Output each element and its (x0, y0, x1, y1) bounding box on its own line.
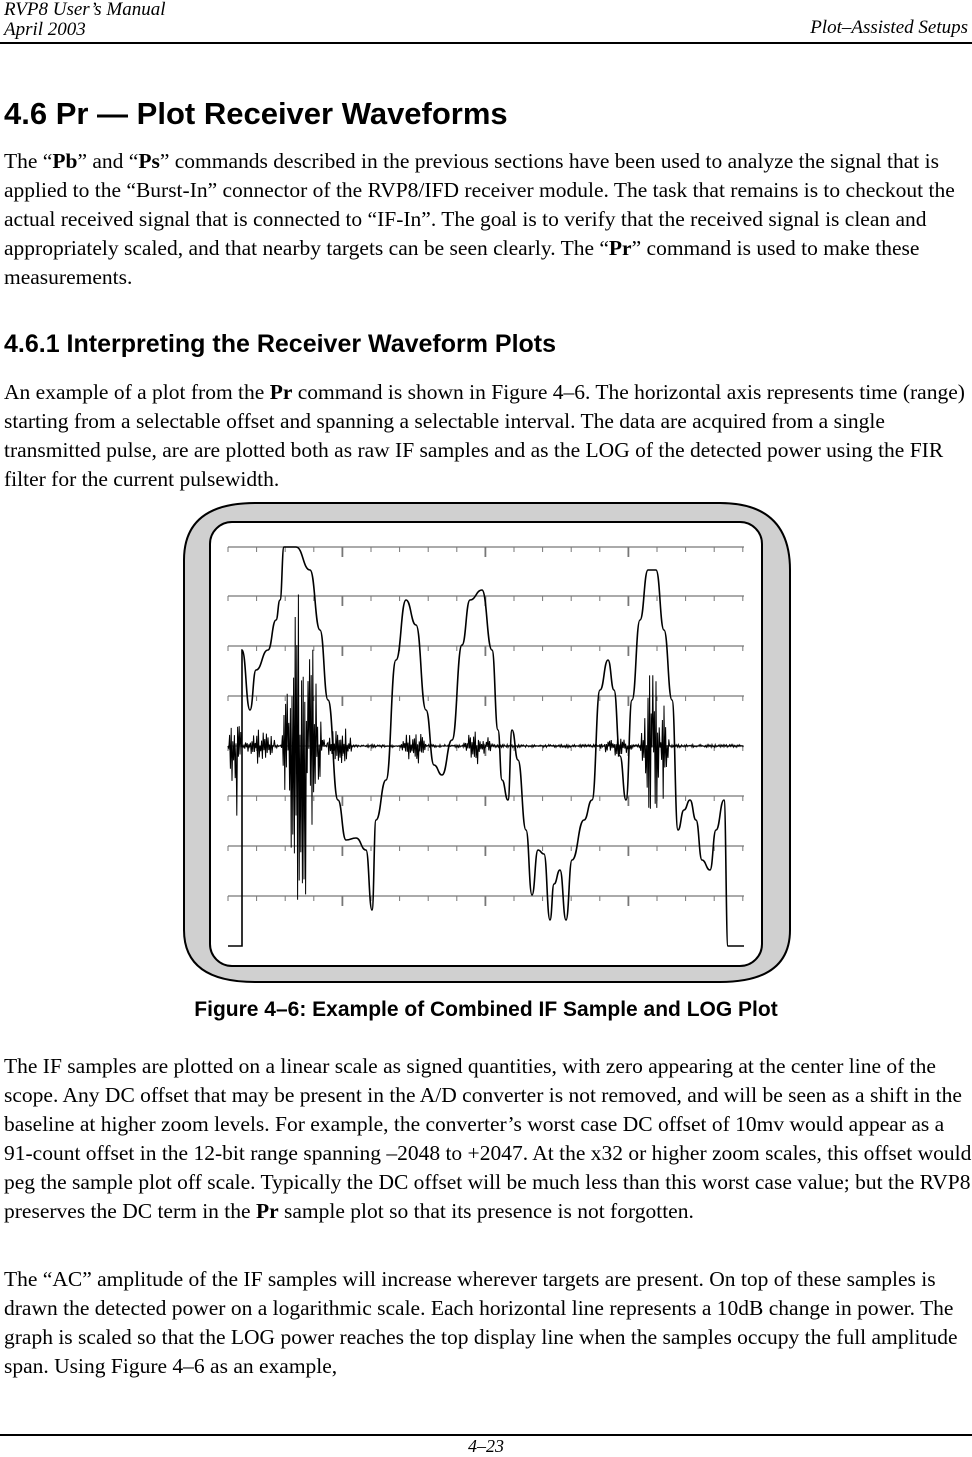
chapter-title: Plot–Assisted Setups (810, 17, 968, 38)
header-rule (0, 42, 972, 44)
intro-text-4: ” command is used to make these measurements. (4, 236, 920, 289)
pr-command: Pr (255, 1199, 279, 1223)
receiver-waveform-figure (180, 500, 792, 988)
if-paragraph (4, 1052, 972, 1226)
ps-command: Ps (138, 149, 160, 173)
if-text-1: The IF samples are plotted on a linear scale as signed quantities, with zero appearing at the center line of the scope. Any DC offset that may be present in the A/D converter is not removed, and will be seen as a shift in the baseline at higher zoom levels. For example, the converter’s worst case DC offset of 10mv would appear as a 91-count offset in the 12-bit range spanning –2048 to +2047. At the x32 or higher zoom scales, this offset would peg the sample plot off scale. Typically the DC offset will be much less than this worst case value; but the RVP8 preserves the DC term in the (4, 1054, 972, 1223)
page-header (0, 0, 972, 46)
pr-command: Pr (608, 236, 632, 260)
pb-command: Pb (52, 149, 78, 173)
scope-display (180, 500, 792, 988)
page-number: 4–23 (468, 1436, 504, 1456)
intro-text-3: ” commands described in the previous sections have been used to analyze the signal that is applied to the “Burst-In” connector of the RVP8/IFD receiver module. The task that remains is to checkout the actual received signal that is connected to “IF-In”. The goal is to verify that the received signal is clean and appropriately scaled, and that nearby targets can be seen clearly. The “ (4, 149, 955, 260)
intro-text-2: ” and “ (77, 149, 139, 173)
intro-text-1: The “ (4, 149, 53, 173)
plot-text-2: command is shown in Figure 4–6. The horizontal axis represents time (range) starting from a selectable offset and spanning a selectable interval. The data are acquired from a single transmitted pulse, are are plotted both as raw IF samples and as the LOG of the detected power using the FIR filter for the current pulsewidth. (4, 380, 965, 491)
plot-text-1: An example of a plot from the (4, 380, 270, 404)
header-left (4, 0, 166, 40)
plot-paragraph (4, 378, 972, 494)
figure-caption: Figure 4–6: Example of Combined IF Sample and LOG Plot (194, 998, 778, 1021)
intro-paragraph (4, 147, 972, 292)
manual-date: April 2003 (4, 19, 86, 40)
pr-command: Pr (269, 380, 293, 404)
section-heading: 4.6 Pr — Plot Receiver Waveforms (4, 96, 508, 131)
subsection-heading: 4.6.1 Interpreting the Receiver Waveform Plots (4, 330, 557, 358)
manual-title: RVP8 User’s Manual (4, 0, 166, 20)
if-text-2: sample plot so that its presence is not forgotten. (278, 1199, 694, 1223)
ac-paragraph: The “AC” amplitude of the IF samples will increase wherever targets are present. On top of these samples is drawn the detected power on a logarithmic scale. Each horizontal line represents a 10dB change in power. The graph is scaled so that the LOG power reaches the top display line when the samples occupy the full amplitude span. Using Figure 4–6 as an example, (4, 1267, 958, 1378)
